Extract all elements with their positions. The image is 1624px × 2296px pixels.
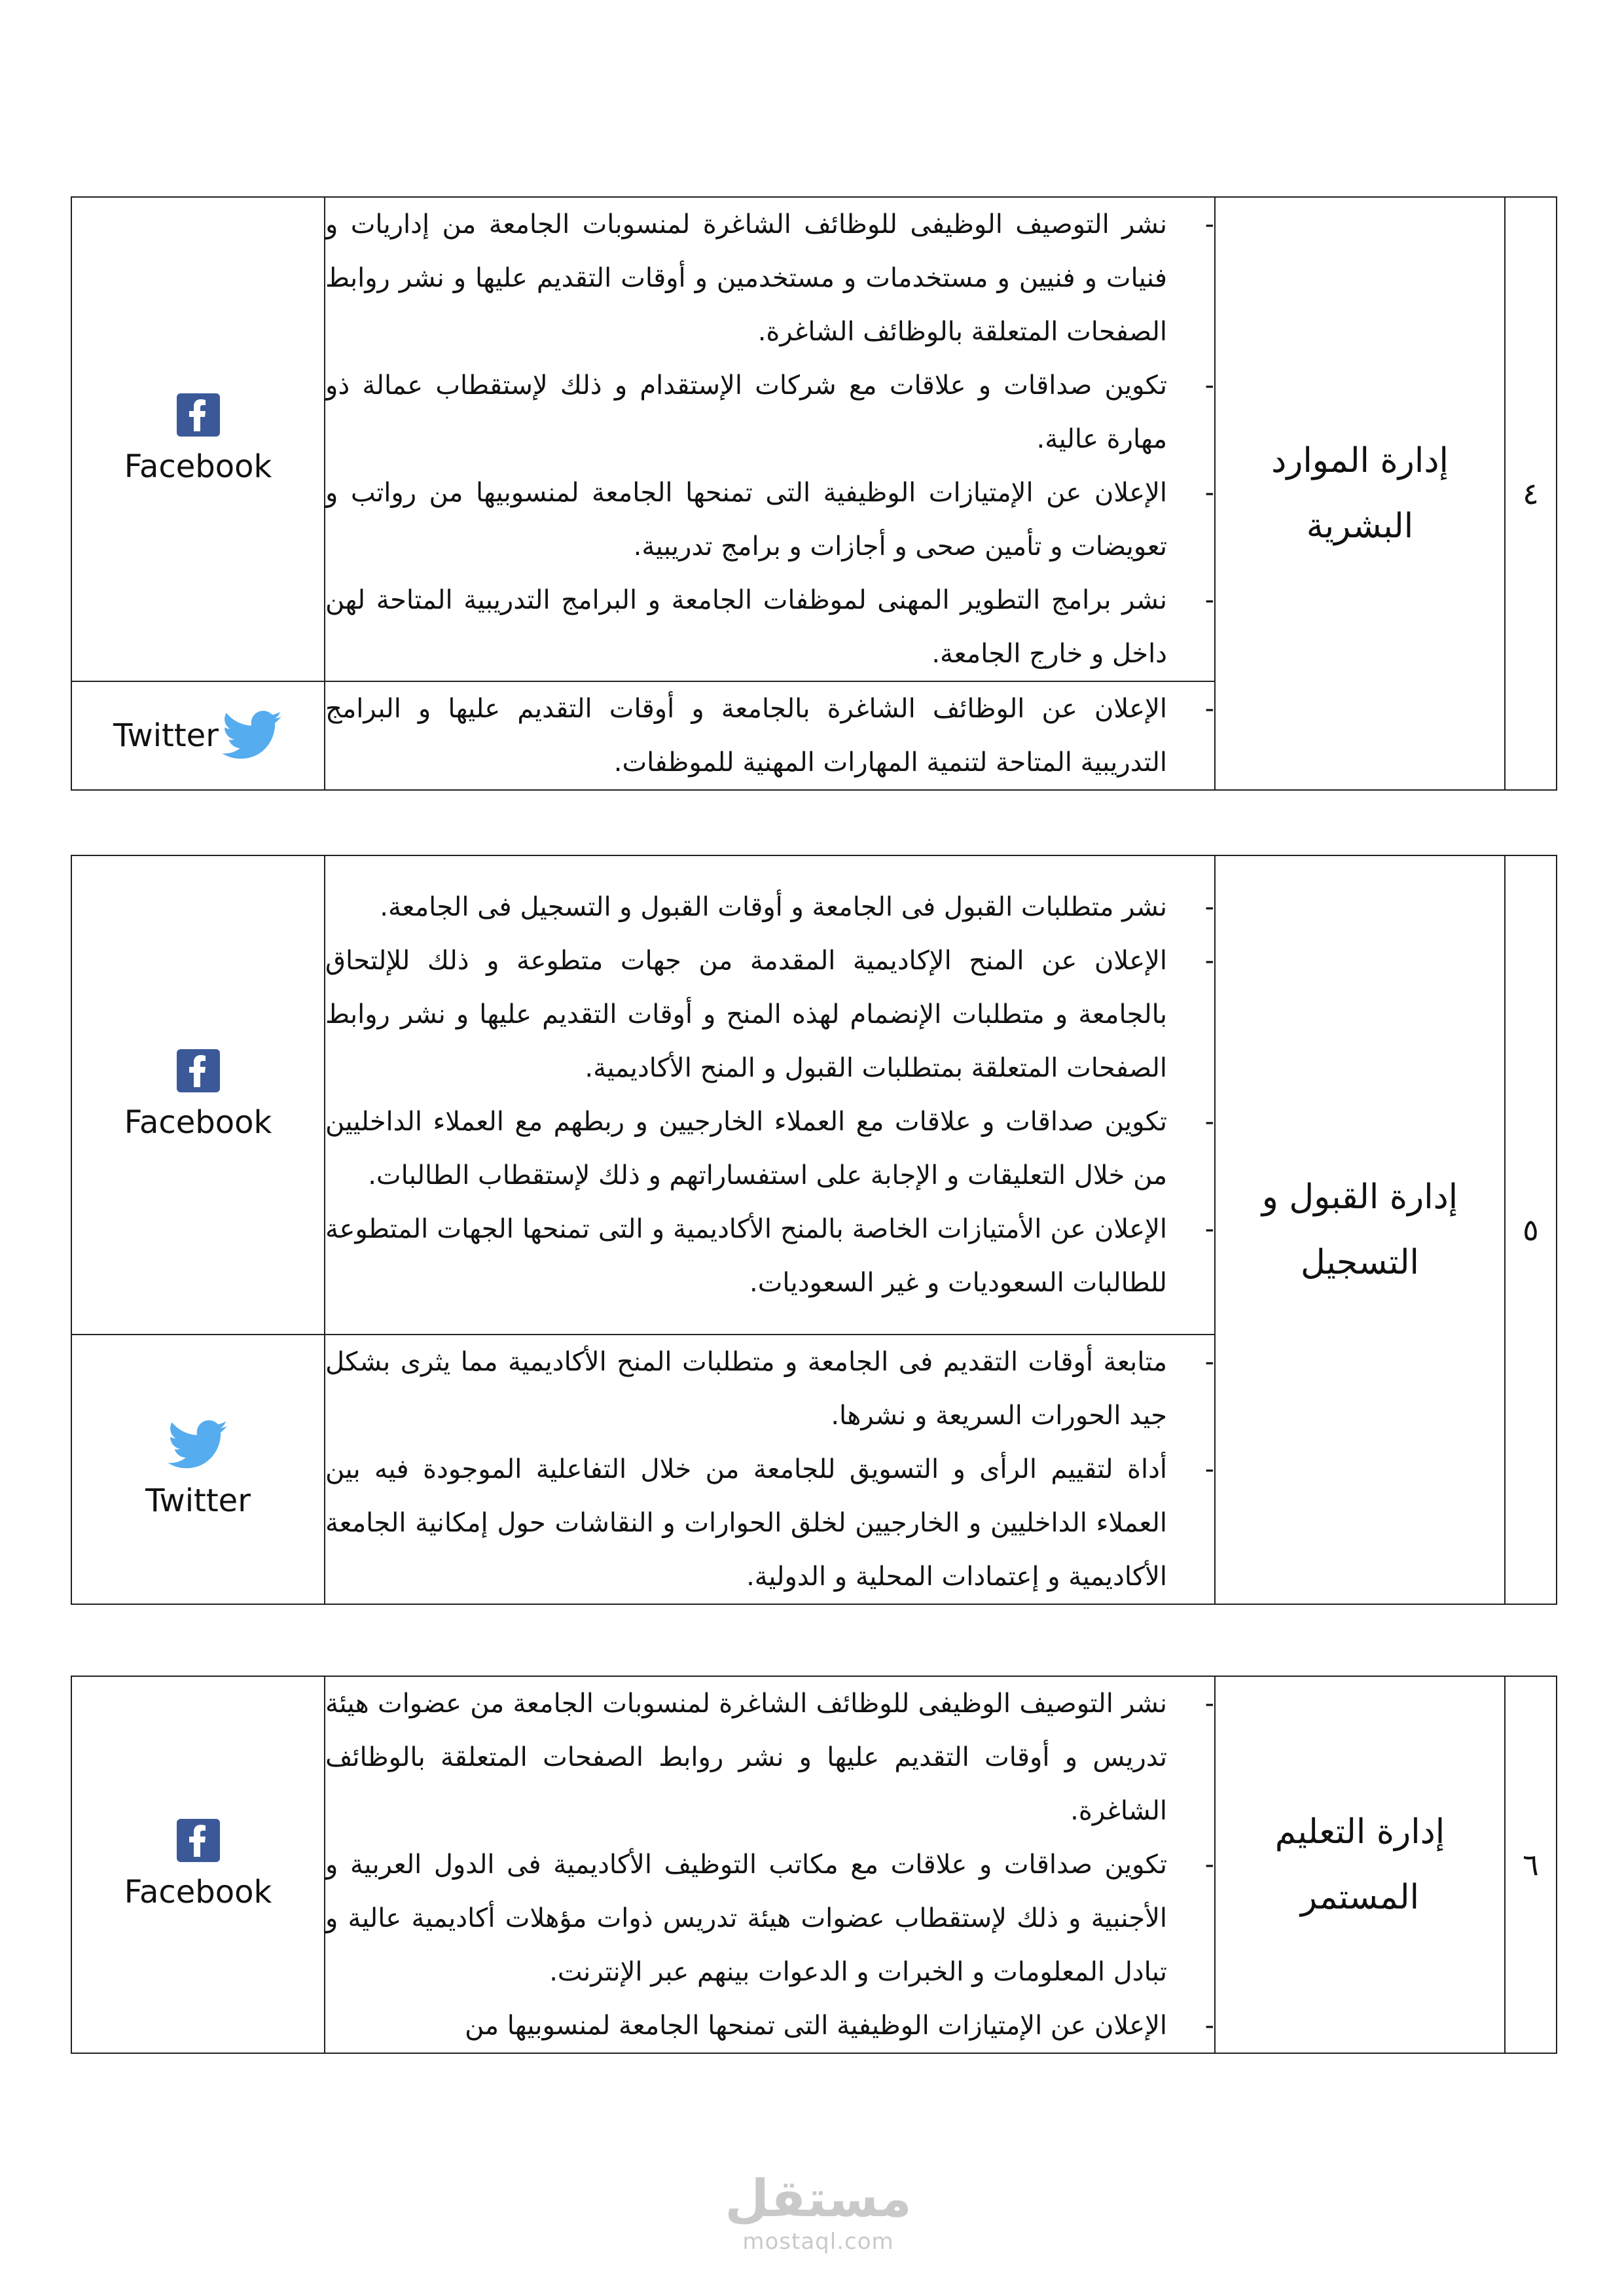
list-item: - نشر برامج التطوير المهنى لموظفات الجامعة و البرامج التدريبية المتاحة لهن داخل و خارج الجامعة. — [325, 573, 1214, 681]
activities-cell — [325, 1676, 1215, 2053]
list-item: - نشر التوصيف الوظيفى للوظائف الشاغرة لمنسوبات الجامعة من عضوات هيئة تدريس و أوقات التقديم عليها و نشر روابط الصفحات المتعلقة بالوظائف الشاغرة. — [325, 1677, 1214, 1838]
list-item: - الإعلان عن المنح الإكاديمية المقدمة من جهات متطوعة و ذلك للإلتحاق بالجامعة و متطلبات الإنضمام لهذه المنح و أوقات التقديم عليها و نشر روابط الصفحات المتعلقة بمتطلبات القبول و المنح الأكاديمية. — [325, 934, 1214, 1095]
list-item: - نشر متطلبات القبول فى الجامعة و أوقات القبول و التسجيل فى الجامعة. — [325, 880, 1214, 934]
platform-label: Twitter — [145, 1482, 251, 1519]
department-name: إدارة القبول و التسجيل — [1215, 855, 1505, 1604]
platform-label: Facebook — [124, 1874, 272, 1910]
facebook-icon — [177, 1819, 220, 1862]
list-item: - متابعة أوقات التقديم فى الجامعة و متطلبات المنح الأكاديمية مما يثرى بشكل جيد الحورات السريعة و نشرها. — [325, 1335, 1214, 1443]
table-block-4 — [71, 196, 1557, 791]
table-block-5 — [71, 855, 1557, 1605]
platform-cell — [71, 681, 325, 790]
platform-cell — [71, 855, 325, 1335]
facebook-icon — [177, 1049, 220, 1092]
list-item: - نشر التوصيف الوظيفى للوظائف الشاغرة لمنسوبات الجامعة من إداريات و فنيات و فنيين و مستخدمات و مستخدمين و أوقات التقديم عليها و نشر روابط الصفحات المتعلقة بالوظائف الشاغرة. — [325, 198, 1214, 359]
list-item: - أداة لتقييم الرأى و التسويق للجامعة من خلال التفاعلية الموجودة فيه بين العملاء الداخليين و الخارجيين لخلق الحوارات و النقاشات حول إمكانية الجامعة الأكاديمية و إعتمادات المحلية و الدولية. — [325, 1443, 1214, 1604]
row-number: ٥ — [1505, 855, 1557, 1604]
platform-label: Twitter — [113, 717, 219, 754]
platform-label: Facebook — [124, 448, 272, 485]
table-block-6 — [71, 1676, 1557, 2054]
department-name: إدارة الموارد البشرية — [1215, 197, 1505, 790]
list-item: - تكوين صداقات و علاقات مع العملاء الخارجيين و ربطهم مع العملاء الداخليين من خلال التعليقات و الإجابة على استفساراتهم و ذلك لإستقطاب الطالبات. — [325, 1095, 1214, 1202]
list-item: - الإعلان عن الإمتيازات الوظيفية التى تمنحها الجامعة لمنسوبيها من رواتب و تعويضات و تأمين صحى و أجازات و برامج تدريبية. — [325, 466, 1214, 573]
row-number: ٤ — [1505, 197, 1557, 790]
department-name: إدارة التعليم المستمر — [1215, 1676, 1505, 2053]
list-item: - الإعلان عن الأمتيازات الخاصة بالمنح الأكاديمية و التى تمنحها الجهات المتطوعة للطالبات السعوديات و غير السعوديات. — [325, 1202, 1214, 1310]
activities-cell — [325, 197, 1215, 681]
list-item: - تكوين صداقات و علاقات مع شركات الإستقدام و ذلك لإستقطاب عمالة ذو مهارة عالية. — [325, 359, 1214, 466]
activities-cell — [325, 681, 1215, 790]
watermark-latin: mostaql.com — [742, 2229, 894, 2255]
row-number: ٦ — [1505, 1676, 1557, 2053]
facebook-icon — [177, 393, 220, 437]
twitter-icon — [223, 710, 283, 761]
list-item: - الإعلان عن الإمتيازات الوظيفية التى تمنحها الجامعة لمنسوبيها من — [325, 1999, 1214, 2053]
activities-cell — [325, 855, 1215, 1335]
watermark-arabic: مستقل — [725, 2170, 912, 2229]
watermark-logo — [713, 2170, 923, 2255]
list-item: - تكوين صداقات و علاقات مع مكاتب التوظيف الأكاديمية فى الدول العربية و الأجنبية و ذلك لإستقطاب عضوات هيئة تدريس ذوات مؤهلات أكاديمية عالية و تبادل المعلومات و الخبرات و الدعوات بينهم عبر الإنترنت. — [325, 1838, 1214, 1999]
platform-label: Facebook — [124, 1104, 272, 1141]
twitter-icon — [168, 1420, 228, 1471]
list-item: - الإعلان عن الوظائف الشاغرة بالجامعة و أوقات التقديم عليها و البرامج التدريبية المتاحة لتنمية المهارات المهنية للموظفات. — [325, 682, 1214, 789]
activities-cell — [325, 1335, 1215, 1604]
platform-cell — [71, 1335, 325, 1604]
platform-cell — [71, 1676, 325, 2053]
platform-cell — [71, 197, 325, 681]
